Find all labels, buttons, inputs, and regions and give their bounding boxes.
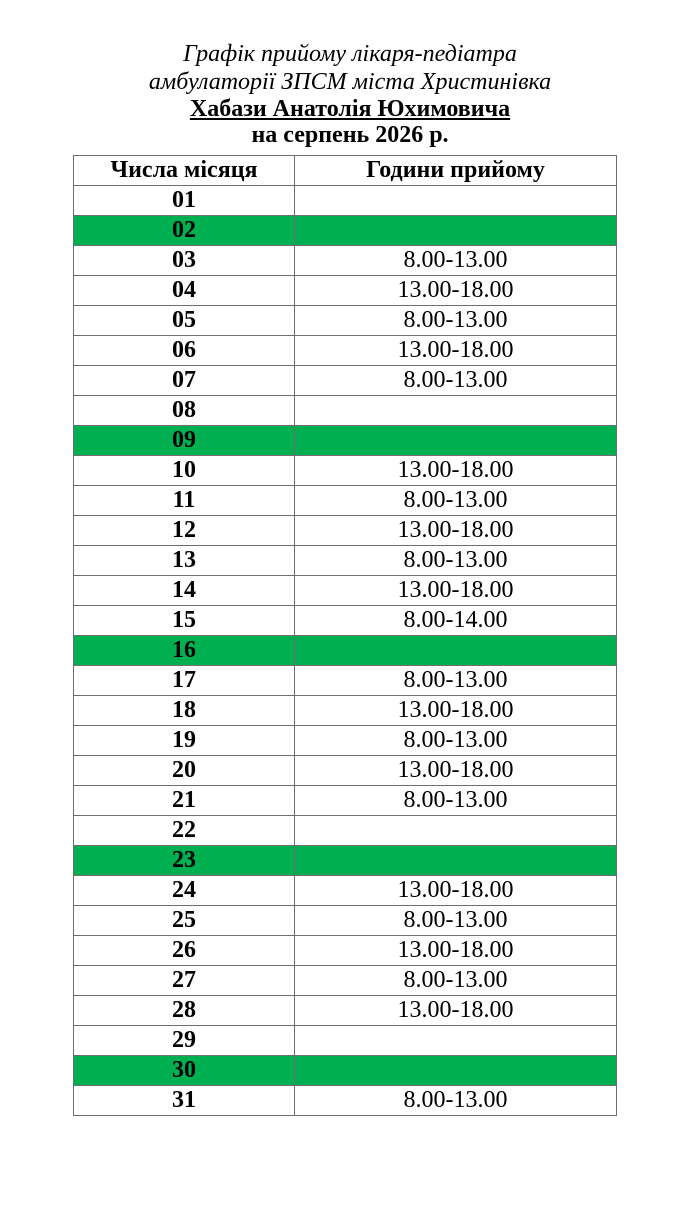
reception-hours: 8.00-13.00 (295, 666, 617, 696)
day-number: 26 (74, 936, 295, 966)
day-number: 01 (74, 186, 295, 216)
table-row (74, 996, 617, 1026)
reception-hours: 13.00-18.00 (295, 576, 617, 606)
reception-hours: 13.00-18.00 (295, 696, 617, 726)
reception-hours (295, 1026, 617, 1056)
day-number: 27 (74, 966, 295, 996)
reception-hours: 13.00-18.00 (295, 936, 617, 966)
reception-hours: 8.00-13.00 (295, 306, 617, 336)
day-number: 17 (74, 666, 295, 696)
reception-hours: 13.00-18.00 (295, 336, 617, 366)
table-row (74, 546, 617, 576)
day-number: 16 (74, 636, 295, 666)
doctor-name-text: Хабази Анатолія Юхимовича (189, 96, 511, 122)
reception-hours (295, 216, 617, 246)
day-number: 30 (74, 1056, 295, 1086)
reception-hours: 13.00-18.00 (295, 996, 617, 1026)
day-number: 02 (74, 216, 295, 246)
table-row (74, 336, 617, 366)
table-row (74, 936, 617, 966)
reception-hours: 8.00-13.00 (295, 546, 617, 576)
table-row (74, 1086, 617, 1116)
table-row (74, 186, 617, 216)
table-row (74, 216, 617, 246)
reception-hours: 13.00-18.00 (295, 756, 617, 786)
reception-hours: 13.00-18.00 (295, 876, 617, 906)
day-number: 14 (74, 576, 295, 606)
day-number: 23 (74, 846, 295, 876)
table-row (74, 426, 617, 456)
reception-hours: 8.00-13.00 (295, 366, 617, 396)
table-row (74, 966, 617, 996)
table-row (74, 606, 617, 636)
table-row (74, 696, 617, 726)
table-row (74, 816, 617, 846)
column-header-day: Числа місяця (74, 156, 295, 186)
reception-hours (295, 186, 617, 216)
day-number: 13 (74, 546, 295, 576)
clinic-name: амбулаторії ЗПСМ міста Христинівка (148, 69, 552, 95)
table-header-row (74, 156, 617, 186)
table-row (74, 276, 617, 306)
day-number: 03 (74, 246, 295, 276)
table-row (74, 306, 617, 336)
reception-hours: 8.00-13.00 (295, 486, 617, 516)
day-number: 09 (74, 426, 295, 456)
table-row (74, 396, 617, 426)
day-number: 22 (74, 816, 295, 846)
reception-hours: 13.00-18.00 (295, 516, 617, 546)
column-header-hours: Години прийому (295, 156, 617, 186)
table-row (74, 456, 617, 486)
schedule-period: на серпень 2026 р. (251, 122, 449, 148)
table-row (74, 1056, 617, 1086)
day-number: 29 (74, 1026, 295, 1056)
table-row (74, 486, 617, 516)
reception-hours: 8.00-14.00 (295, 606, 617, 636)
table-row (74, 366, 617, 396)
day-number: 18 (74, 696, 295, 726)
day-number: 21 (74, 786, 295, 816)
day-number: 05 (74, 306, 295, 336)
day-number: 07 (74, 366, 295, 396)
table-row (74, 576, 617, 606)
day-number: 11 (74, 486, 295, 516)
reception-hours (295, 1056, 617, 1086)
day-number: 24 (74, 876, 295, 906)
reception-hours (295, 816, 617, 846)
schedule-title: Графік прийому лікаря-педіатра (183, 41, 517, 67)
schedule-table (73, 155, 617, 1116)
day-number: 15 (74, 606, 295, 636)
day-number: 31 (74, 1086, 295, 1116)
reception-hours: 13.00-18.00 (295, 456, 617, 486)
reception-hours: 13.00-18.00 (295, 276, 617, 306)
table-row (74, 516, 617, 546)
table-row (74, 726, 617, 756)
day-number: 28 (74, 996, 295, 1026)
reception-hours: 8.00-13.00 (295, 906, 617, 936)
schedule-body (74, 186, 617, 1116)
reception-hours: 8.00-13.00 (295, 726, 617, 756)
day-number: 08 (74, 396, 295, 426)
document-header (0, 40, 700, 148)
reception-hours: 8.00-13.00 (295, 966, 617, 996)
day-number: 04 (74, 276, 295, 306)
table-row (74, 876, 617, 906)
reception-hours (295, 396, 617, 426)
day-number: 19 (74, 726, 295, 756)
reception-hours (295, 846, 617, 876)
reception-hours (295, 426, 617, 456)
table-row (74, 636, 617, 666)
table-row (74, 786, 617, 816)
table-row (74, 756, 617, 786)
table-row (74, 1026, 617, 1056)
doctor-name (0, 96, 700, 122)
day-number: 20 (74, 756, 295, 786)
table-row (74, 666, 617, 696)
day-number: 06 (74, 336, 295, 366)
day-number: 25 (74, 906, 295, 936)
day-number: 12 (74, 516, 295, 546)
reception-hours: 8.00-13.00 (295, 786, 617, 816)
table-row (74, 246, 617, 276)
reception-hours (295, 636, 617, 666)
table-row (74, 846, 617, 876)
table-row (74, 906, 617, 936)
reception-hours: 8.00-13.00 (295, 1086, 617, 1116)
day-number: 10 (74, 456, 295, 486)
reception-hours: 8.00-13.00 (295, 246, 617, 276)
